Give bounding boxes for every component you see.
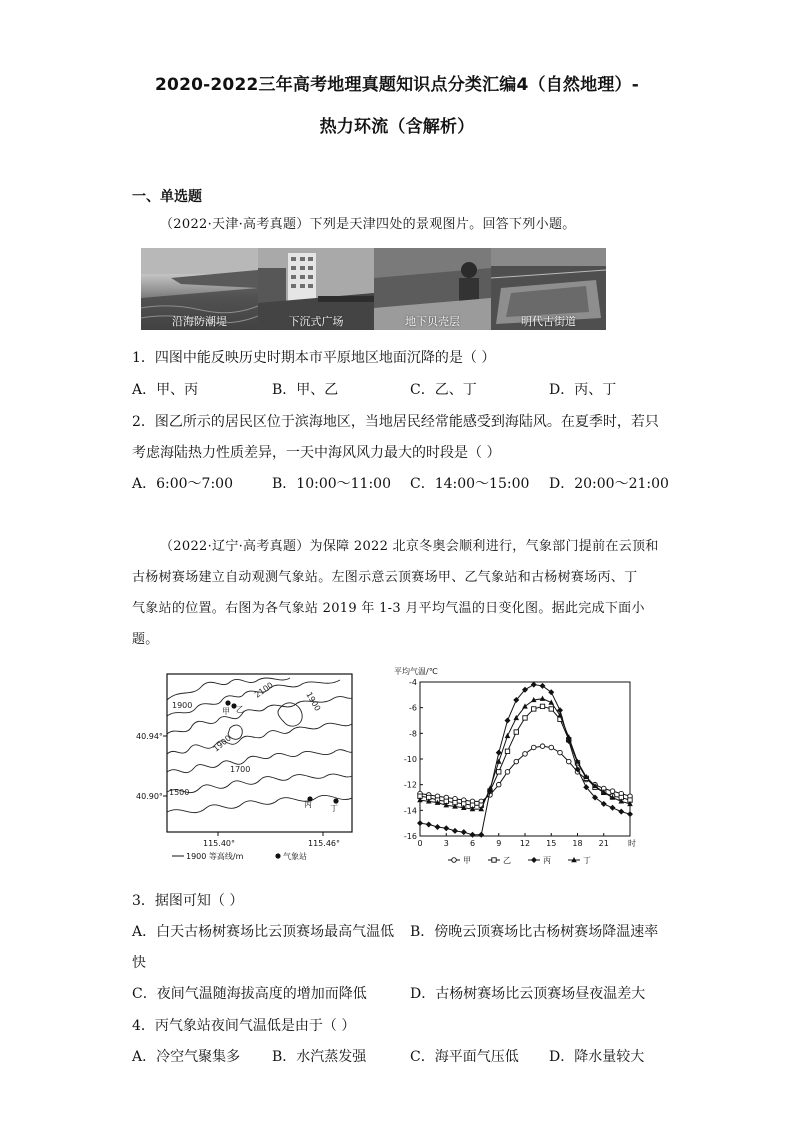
y-tick-label: -8: [409, 729, 417, 739]
q1-option-a: A．甲、丙: [132, 382, 199, 398]
q4-option-c: C．海平面气压低: [410, 1049, 519, 1065]
y-tick-label: -12: [403, 780, 417, 790]
chart-ylabel: 平均气温/℃: [394, 667, 438, 676]
question-4-stem: 4．丙气象站夜间气温低是由于（ ）: [132, 1018, 356, 1034]
contour-label: 1700: [230, 765, 251, 774]
station-marker-jia: [225, 700, 230, 705]
legend-contour-label: 1900 等高线/m: [186, 852, 244, 861]
group2-intro-line1: （2022·辽宁·高考真题）为保障 2022 北京冬奥会顺利进行，气象部门提前在云顶和: [160, 539, 659, 554]
question-3-stem: 3．据图可知（ ）: [132, 893, 244, 909]
data-point: [523, 716, 527, 720]
data-point: [514, 759, 519, 764]
data-point: [531, 745, 536, 750]
x-tick-label: 6: [469, 839, 476, 848]
station-label-jia: 甲: [222, 707, 230, 716]
data-point: [549, 707, 553, 711]
contour-label: 2100: [252, 680, 275, 700]
x-tick-label: 18: [572, 839, 583, 848]
data-point: [549, 745, 554, 750]
station-label-bing: 丙: [304, 800, 312, 809]
y-tick-label: -6: [409, 703, 417, 713]
q3-option-c: C．夜间气温随海拔高度的增加而降低: [132, 986, 367, 1002]
photo-seawall: [141, 248, 258, 330]
station-label-yi: 乙: [236, 705, 244, 714]
data-point: [505, 749, 509, 753]
legend-label: 丙: [543, 856, 551, 865]
legend-marker: [452, 858, 457, 863]
lon-label-11546: 115.46°: [308, 839, 340, 848]
landscape-photo-strip: [141, 248, 606, 330]
data-point: [532, 707, 536, 711]
q1-option-d: D．丙、丁: [549, 382, 617, 398]
question-2-stem-line1: 2．图乙所示的居民区位于滨海地区，当地居民经常能感受到海陆风。在夏季时，若只: [132, 414, 659, 430]
group1-intro: （2022·天津·高考真题）下列是天津四处的景观图片。回答下列小题。: [160, 217, 576, 232]
photo-shell-layer: [374, 248, 491, 330]
section-heading: 一、单选题: [132, 189, 202, 205]
q2-option-d: D．20:00～21:00: [549, 476, 669, 492]
legend-station-marker: [275, 853, 280, 858]
group2-intro-line3: 气象站的位置。右图为各气象站 2019 年 1-3 月平均气温的日变化图。据此完成下面小: [132, 601, 645, 616]
data-point: [514, 730, 518, 734]
group2-intro-line4: 题。: [132, 632, 159, 647]
q3-option-b-line2: 快: [132, 955, 146, 971]
q4-option-b: B．水汽蒸发强: [272, 1049, 367, 1065]
photo-caption: 下沉式广场: [288, 315, 344, 328]
legend-marker: [531, 857, 537, 863]
photo-sunken-plaza: [258, 248, 374, 330]
data-point: [566, 759, 571, 764]
data-point: [523, 752, 528, 757]
q4-option-a: A．冷空气聚集多: [132, 1049, 241, 1065]
chart-xlabel: 时: [628, 839, 636, 848]
temperature-chart: [392, 664, 642, 868]
x-tick-label: 21: [598, 839, 609, 848]
legend-label: 甲: [463, 856, 471, 865]
q4-option-d: D．降水量较大: [549, 1049, 645, 1065]
photo-caption: 地下贝壳层: [405, 315, 460, 328]
question-2-stem-line2: 考虑海陆热力性质差异，一天中海风风力最大的时段是（ ）: [132, 445, 501, 461]
data-point: [496, 782, 501, 787]
data-point: [497, 770, 501, 774]
photo-ming-street: [491, 248, 606, 330]
legend-marker: [492, 858, 496, 862]
contour-label: 1500: [169, 788, 190, 797]
x-tick-label: 12: [519, 839, 531, 848]
x-tick-label: 3: [443, 839, 449, 848]
q3-option-b-line1: B．傍晚云顶赛场比古杨树赛场降温速率: [410, 924, 659, 940]
data-point: [558, 750, 563, 755]
data-point: [540, 744, 545, 749]
data-point: [610, 789, 615, 794]
q1-option-b: B．甲、乙: [272, 382, 339, 398]
contour-label: 1900: [211, 733, 233, 754]
x-tick-label: 15: [546, 839, 557, 848]
y-tick-label: -4: [409, 678, 417, 687]
page-title-line1: 2020-2022三年高考地理真题知识点分类汇编4（自然地理）-: [155, 75, 639, 95]
x-tick-label: 9: [496, 839, 502, 848]
q2-option-c: C．14:00～15:00: [410, 476, 530, 492]
q3-option-a: A．白天古杨树赛场比云顶赛场最高气温低: [132, 924, 395, 940]
photo-caption: 明代古街道: [521, 315, 576, 328]
y-tick-label: -16: [403, 832, 417, 841]
question-1-stem: 1．四图中能反映历史时期本市平原地区地面沉降的是（ ）: [132, 350, 496, 366]
data-point: [540, 704, 544, 708]
page-title-line2: 热力环流（含解析）: [319, 117, 475, 137]
lat-label-4090: 40.90°: [136, 792, 163, 801]
group2-intro-line2: 古杨树赛场建立自动观测气象站。左图示意云顶赛场甲、乙气象站和古杨树赛场丙、丁: [132, 570, 638, 585]
contour-label: 1900: [172, 701, 193, 710]
x-tick-label: 0: [417, 839, 423, 848]
lon-label-11540: 115.40°: [203, 839, 235, 848]
y-tick-label: -14: [403, 806, 417, 816]
q2-option-a: A．6:00～7:00: [132, 476, 233, 492]
legend-label: 乙: [503, 856, 511, 865]
contour-label: 1900: [304, 690, 323, 713]
data-point: [505, 770, 510, 775]
q3-option-d: D．古杨树赛场比云顶赛场昼夜温差大: [410, 986, 646, 1002]
legend-station-label: 气象站: [283, 852, 307, 861]
photo-caption: 沿海防潮堤: [172, 315, 227, 328]
q2-option-b: B．10:00～11:00: [272, 476, 391, 492]
station-marker-ding: [333, 798, 338, 803]
legend-label: 丁: [583, 856, 591, 865]
lat-label-4094: 40.94°: [136, 732, 163, 741]
q1-option-c: C．乙、丁: [410, 382, 477, 398]
y-tick-label: -10: [403, 755, 417, 764]
contour-map: [130, 668, 358, 868]
station-label-ding: 丁: [330, 804, 338, 813]
